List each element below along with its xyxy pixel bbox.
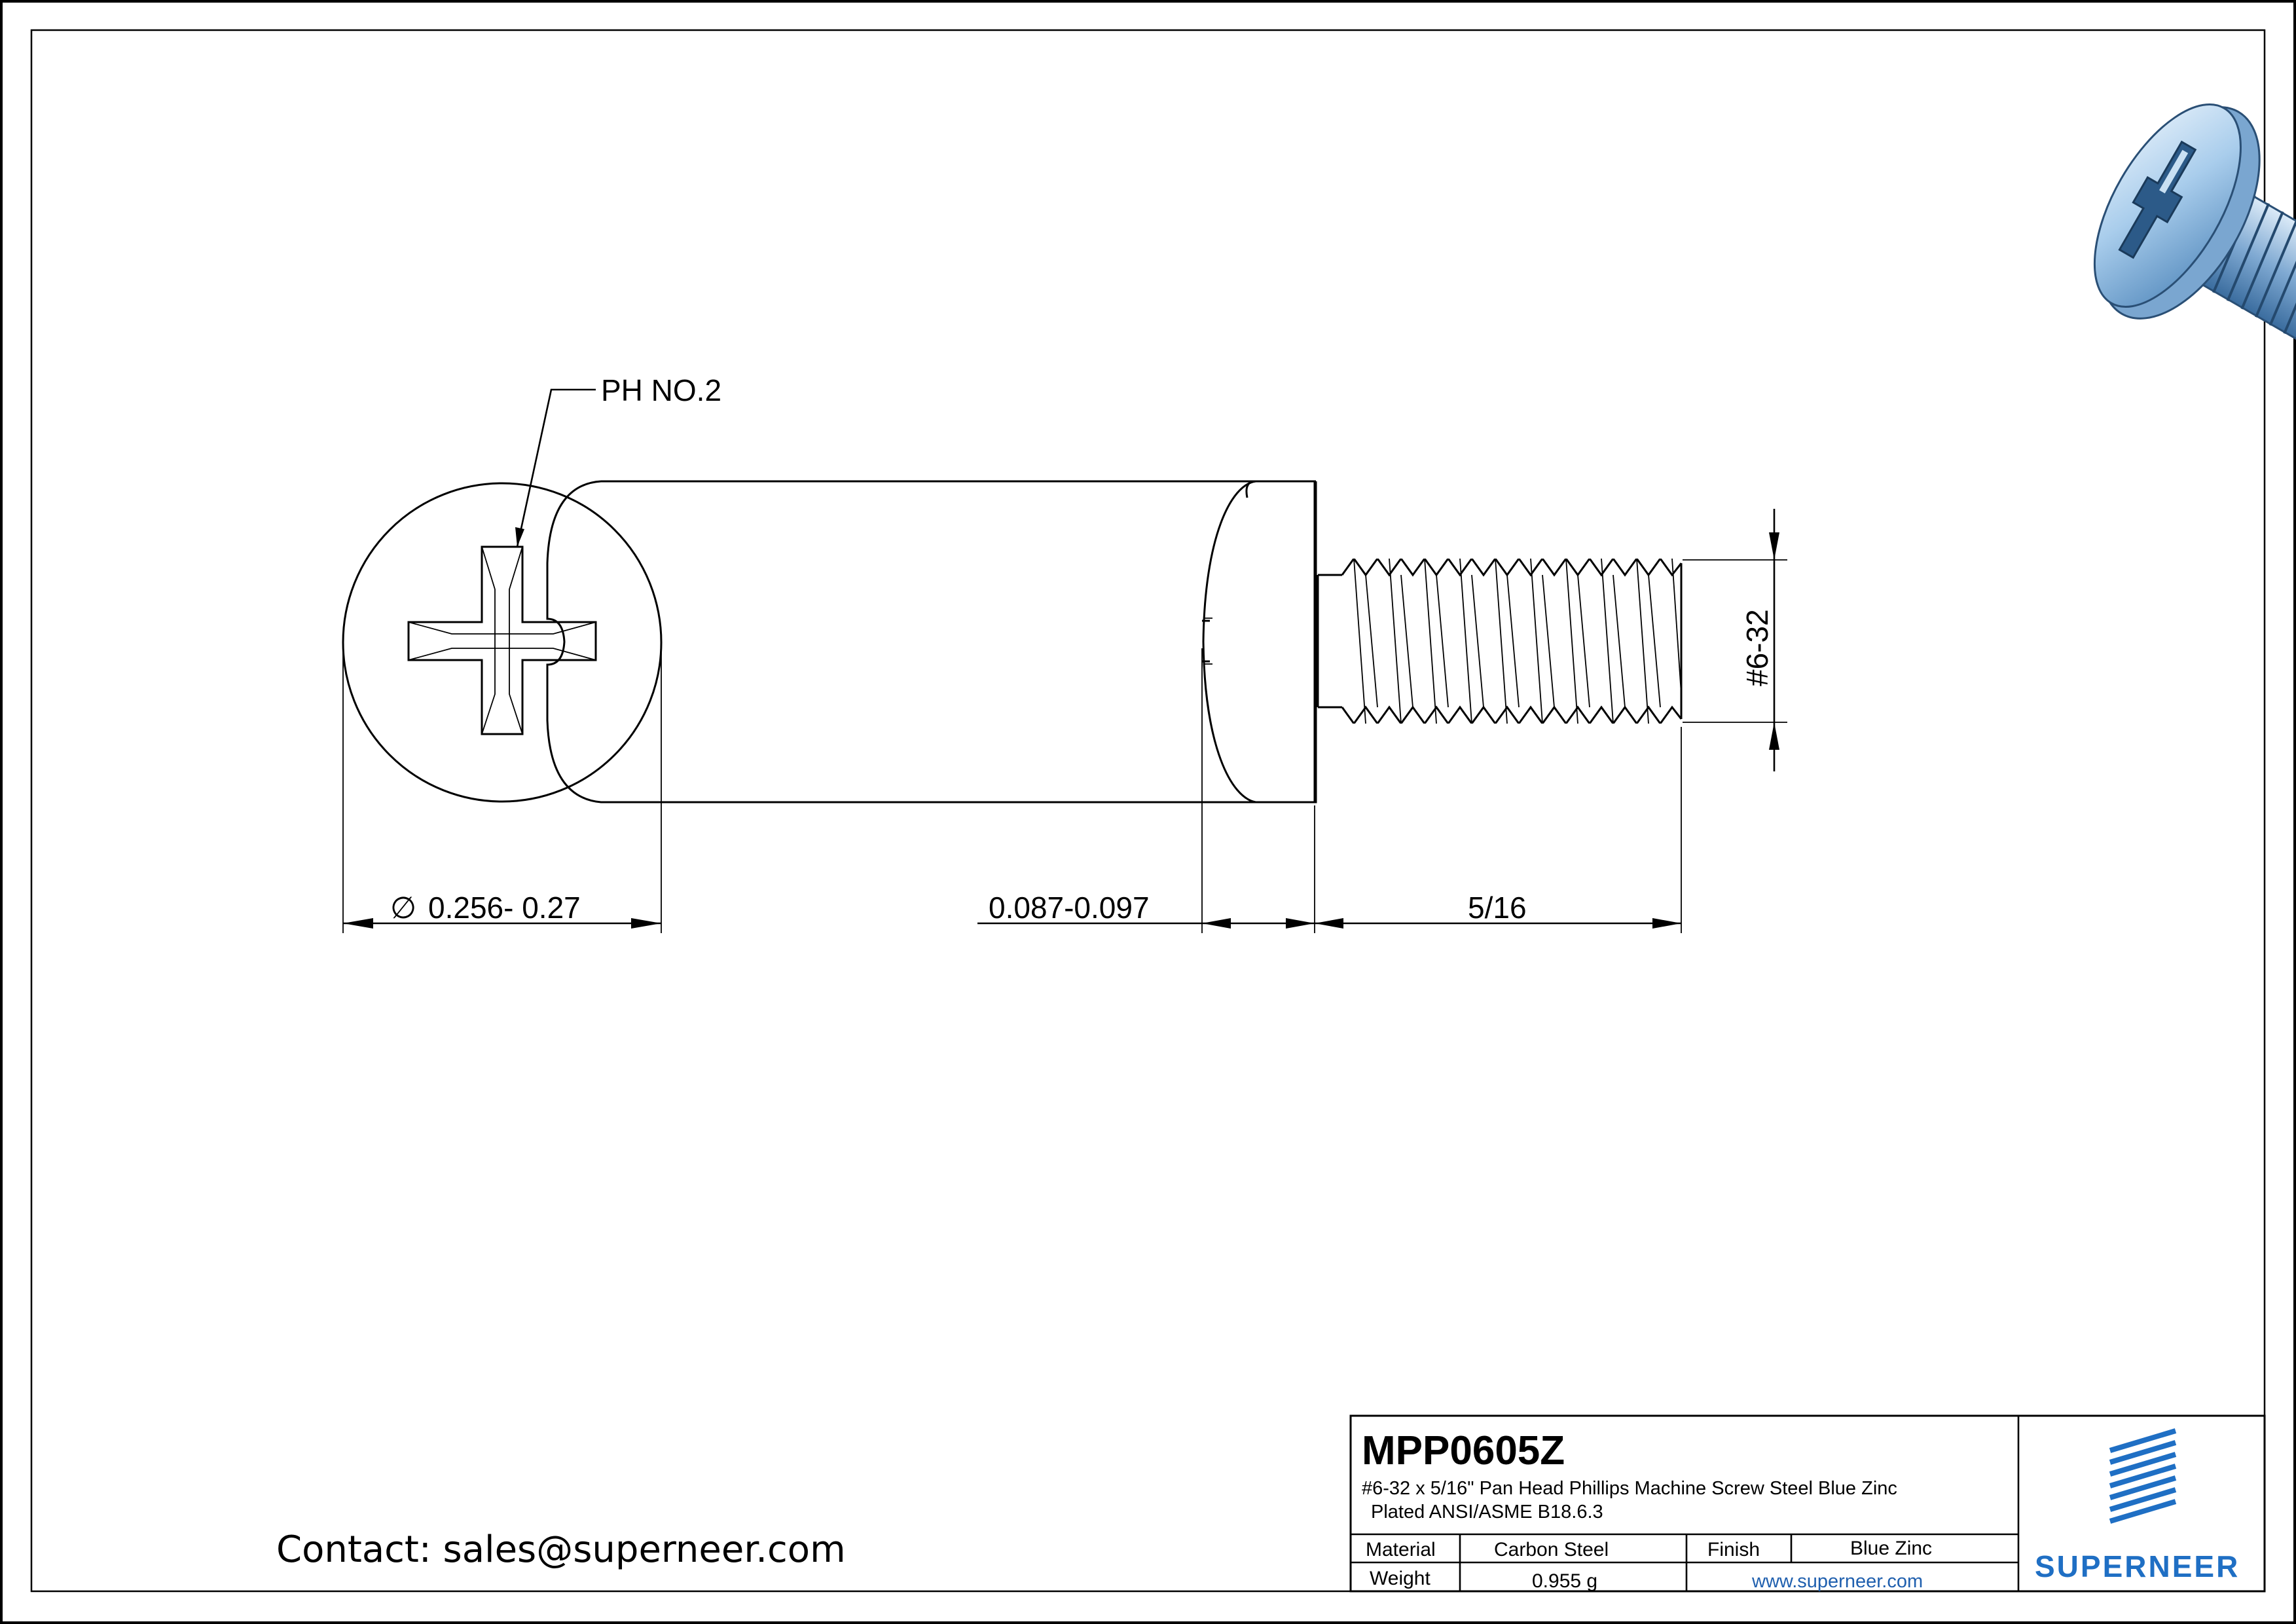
description-line-2: Plated ANSI/ASME B18.6.3: [1371, 1502, 1603, 1522]
head-height-dimension: 0.087-0.097: [989, 891, 1150, 925]
length-dimension: 5/16: [1468, 891, 1527, 925]
material-label: Material: [1366, 1539, 1436, 1560]
inner-frame: [31, 30, 2265, 1591]
weight-label: Weight: [1370, 1568, 1430, 1589]
finish-label: Finish: [1707, 1539, 1760, 1560]
head-diameter-dimension: 0.256- 0.27: [428, 891, 581, 925]
side-view: [547, 481, 1787, 933]
description-line-1: #6-32 x 5/16" Pan Head Phillips Machine Screw Steel Blue Zinc: [1362, 1478, 1897, 1499]
thread-dimension: #6-32: [1740, 609, 1774, 686]
weight-value: 0.955 g: [1532, 1570, 1598, 1592]
drive-callout: PH NO.2: [601, 373, 722, 407]
blue-screw-3d-render: [2063, 78, 2296, 402]
outer-frame: [1, 1, 2295, 1623]
material-value: Carbon Steel: [1494, 1539, 1609, 1560]
top-view: [343, 390, 661, 933]
contact-line: Contact: sales@superneer.com: [276, 1528, 846, 1571]
brand-name: SUPERNEER: [2035, 1549, 2240, 1583]
part-number: MPP0605Z: [1362, 1428, 1565, 1473]
finish-value: Blue Zinc: [1850, 1538, 1933, 1559]
diameter-symbol: ∅: [390, 891, 417, 925]
website-link[interactable]: www.superneer.com: [1752, 1571, 1923, 1592]
